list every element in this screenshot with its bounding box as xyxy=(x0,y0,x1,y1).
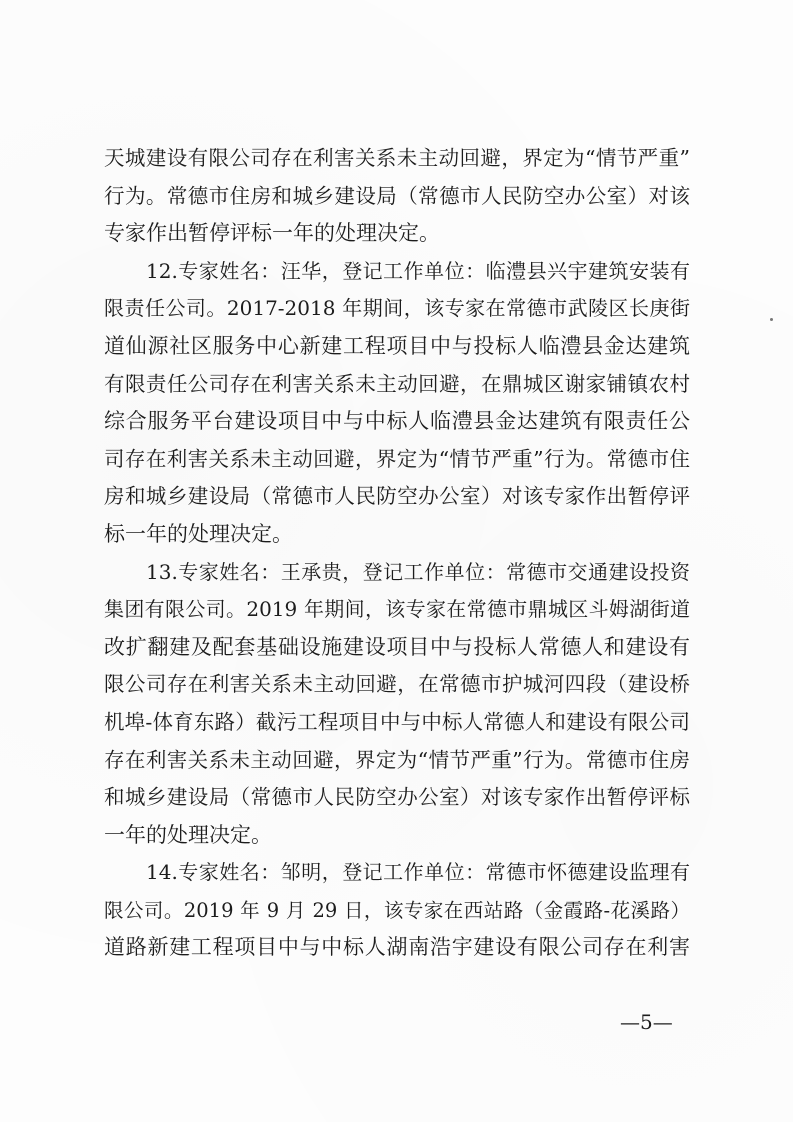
text-line: 道路新建工程项目中与中标人湖南浩宇建设有限公司存在利害 xyxy=(104,935,690,960)
text-line: 限公司存在利害关系未主动回避，在常德市护城河四段（建设桥 xyxy=(104,672,690,697)
paragraph-14-first-line: 14.专家姓名：邹明，登记工作单位：常德市怀德建设监理有 xyxy=(146,860,690,885)
body-text xyxy=(104,140,690,967)
text-line: 限公司。2019 年 9 月 29 日，该专家在西站路（金霞路-花溪路） xyxy=(104,898,690,922)
text-line: 标一年的处理决定。 xyxy=(104,521,293,546)
page-number: —5— xyxy=(620,1010,673,1034)
text-line: 司存在利害关系未主动回避，界定为“情节严重”行为。常德市住 xyxy=(104,446,690,471)
text-line: 和城乡建设局（常德市人民防空办公室）对该专家作出暂停评标 xyxy=(104,785,690,810)
text-line: 天城建设有限公司存在利害关系未主动回避，界定为“情节严重” xyxy=(104,146,690,170)
text-line: 集团有限公司。2019 年期间，该专家在常德市鼎城区斗姆湖街道 xyxy=(104,597,690,622)
paragraph-12-first-line: 12.专家姓名：汪华，登记工作单位：临澧县兴宇建筑安装有 xyxy=(146,258,690,283)
text-line: 机埠-体育东路）截污工程项目中与中标人常德人和建设有限公司 xyxy=(104,709,690,734)
text-line: 综合服务平台建设项目中与中标人临澧县金达建筑有限责任公 xyxy=(104,409,690,434)
text-line: 限责任公司。2017-2018 年期间，该专家在常德市武陵区长庚街 xyxy=(104,296,690,321)
text-line: 一年的处理决定。 xyxy=(104,822,272,847)
text-line: 行为。常德市住房和城乡建设局（常德市人民防空办公室）对该 xyxy=(104,183,690,208)
text-line: 道仙源社区服务中心新建工程项目中与投标人临澧县金达建筑 xyxy=(104,333,690,358)
paragraph-13-first-line: 13.专家姓名：王承贵，登记工作单位：常德市交通建设投资 xyxy=(146,559,690,584)
text-line: 房和城乡建设局（常德市人民防空办公室）对该专家作出暂停评 xyxy=(104,484,690,509)
scan-speck xyxy=(770,318,773,321)
text-line: 存在利害关系未主动回避，界定为“情节严重”行为。常德市住房 xyxy=(104,747,690,772)
text-line: 专家作出暂停评标一年的处理决定。 xyxy=(104,221,440,246)
text-line: 有限责任公司存在利害关系未主动回避，在鼎城区谢家铺镇农村 xyxy=(104,371,690,396)
text-line: 改扩翻建及配套基础设施建设项目中与投标人常德人和建设有 xyxy=(104,634,690,659)
